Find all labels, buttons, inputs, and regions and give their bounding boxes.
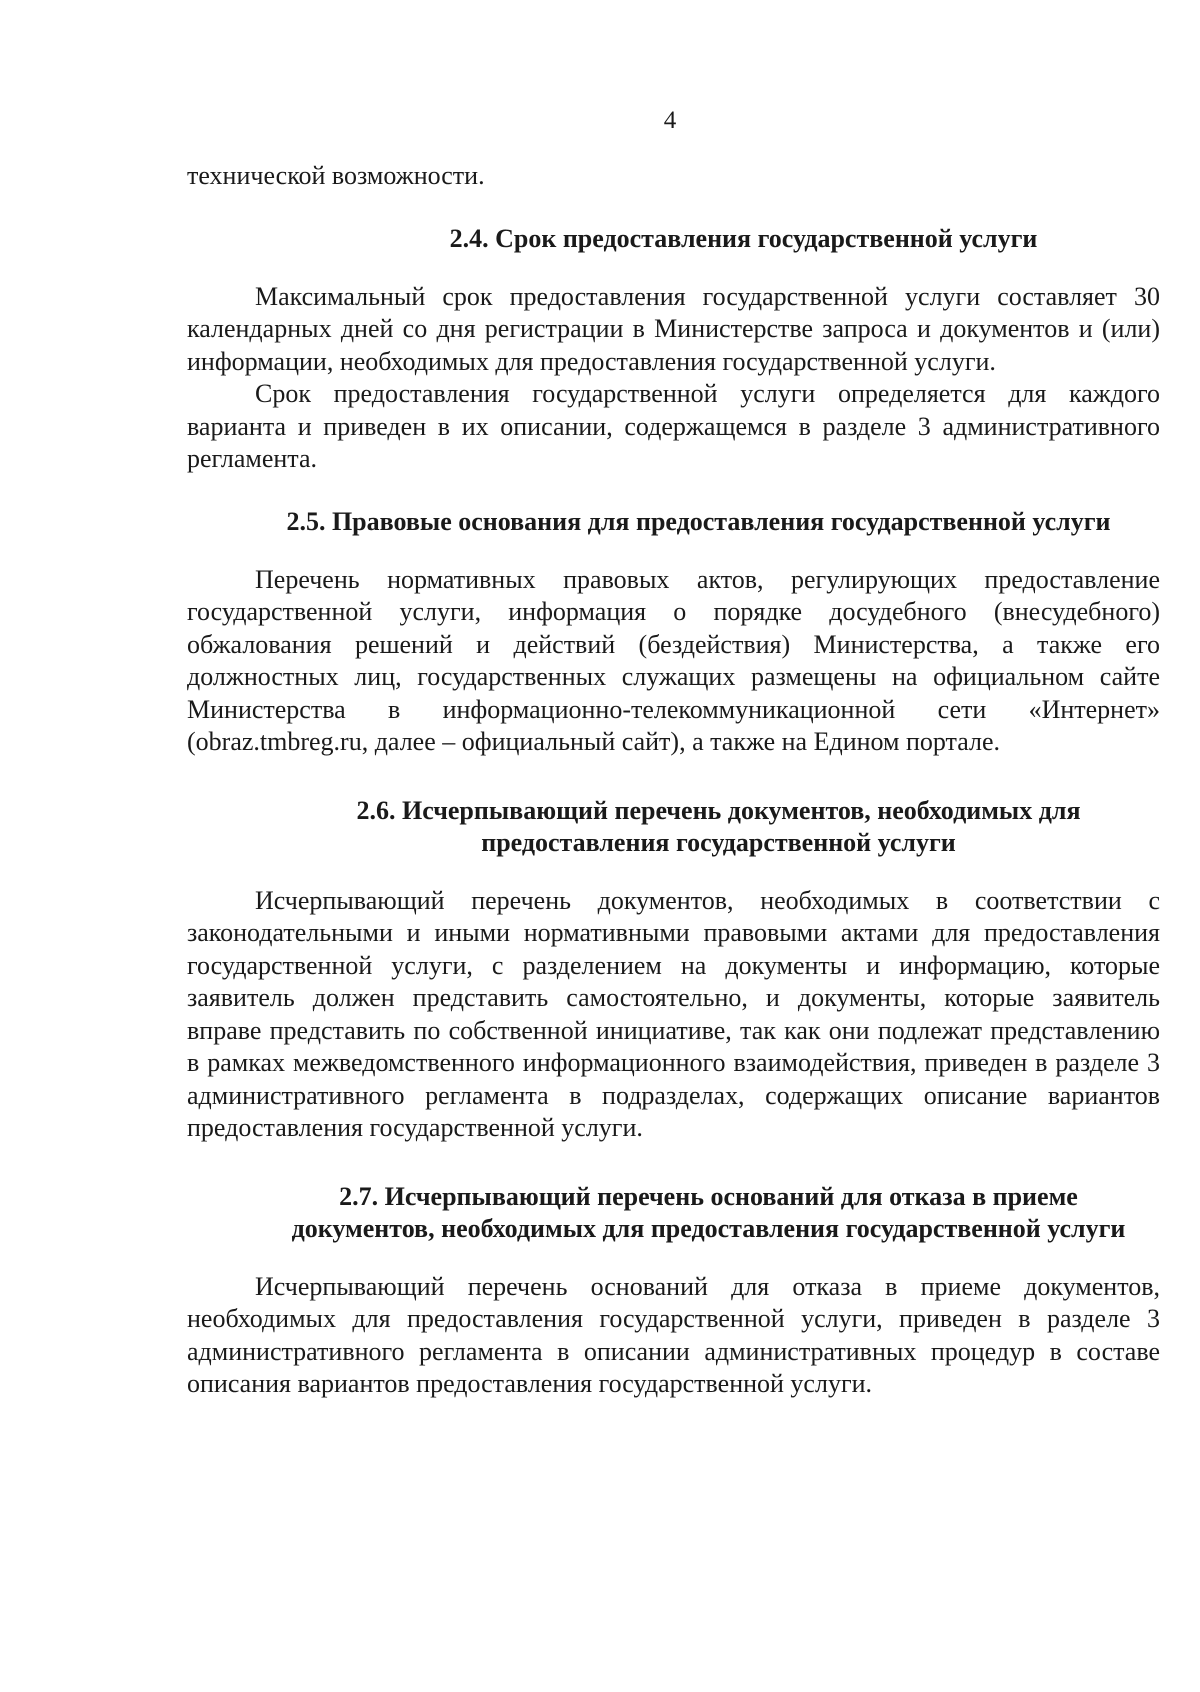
section-heading-line: предоставления государственной услуги (481, 827, 956, 857)
paragraph: Максимальный срок предоставления государственной услуги составляет 30 календарных дней со дня регистрации в Министерстве запроса и документов и (или) информации, необходимых для предоставления государственной услуги. (187, 281, 1160, 376)
section-heading: 2.4. Срок предоставления государственной услуги (449, 223, 1038, 253)
paragraph: Исчерпывающий перечень документов, необходимых в соответствии с законодательными и иными нормативными правовыми актами для предоставления государственной услуги, с разделением на документы и информацию, которые заявитель должен представить самостоятельно, и документы, которые заявитель вправе представить по собственной инициативе, так как они подлежат представлению в рамках межведомственного информационного взаимодействия, приведен в разделе 3 административного регламента в подразделах, содержащих описание вариантов предоставления государственной услуги. (187, 885, 1160, 1142)
page-number: 4 (663, 107, 677, 134)
document-body (187, 160, 1160, 1401)
section-heading-line: документов, необходимых для предоставления государственной услуги (291, 1213, 1126, 1243)
section-2-5 (187, 506, 1160, 759)
section-2-4 (187, 223, 1160, 476)
paragraph: Исчерпывающий перечень оснований для отказа в приеме документов, необходимых для предоставления государственной услуги, приведен в разделе 3 административного регламента в описании административных процедур в составе описания вариантов предоставления государственной услуги. (187, 1271, 1160, 1398)
section-2-7 (187, 1181, 1160, 1401)
paragraph: Срок предоставления государственной услуги определяется для каждого варианта и приведен в их описании, содержащемся в разделе 3 административного регламента. (187, 379, 1160, 473)
section-heading (187, 795, 1160, 859)
section-2-6 (187, 795, 1160, 1145)
paragraph: Перечень нормативных правовых актов, регулирующих предоставление государственной услуги, информация о порядке досудебного (внесудебного) обжалования решений и действий (бездействия) Министерства, а также его должностных лиц, государственных служащих размещены на официальном сайте Министерства в информационно-телекоммуникационной сети «Интернет» (obraz.tmbreg.ru, далее – официальный сайт), а также на Едином портале. (187, 564, 1160, 756)
section-heading: 2.5. Правовые основания для предоставления государственной услуги (286, 506, 1111, 536)
continuation-text: технической возможности. (187, 161, 485, 190)
section-heading (187, 1181, 1160, 1245)
section-heading-line: 2.6. Исчерпывающий перечень документов, необходимых для (356, 795, 1081, 825)
section-heading-line: 2.7. Исчерпывающий перечень оснований для отказа в приеме (339, 1181, 1078, 1211)
